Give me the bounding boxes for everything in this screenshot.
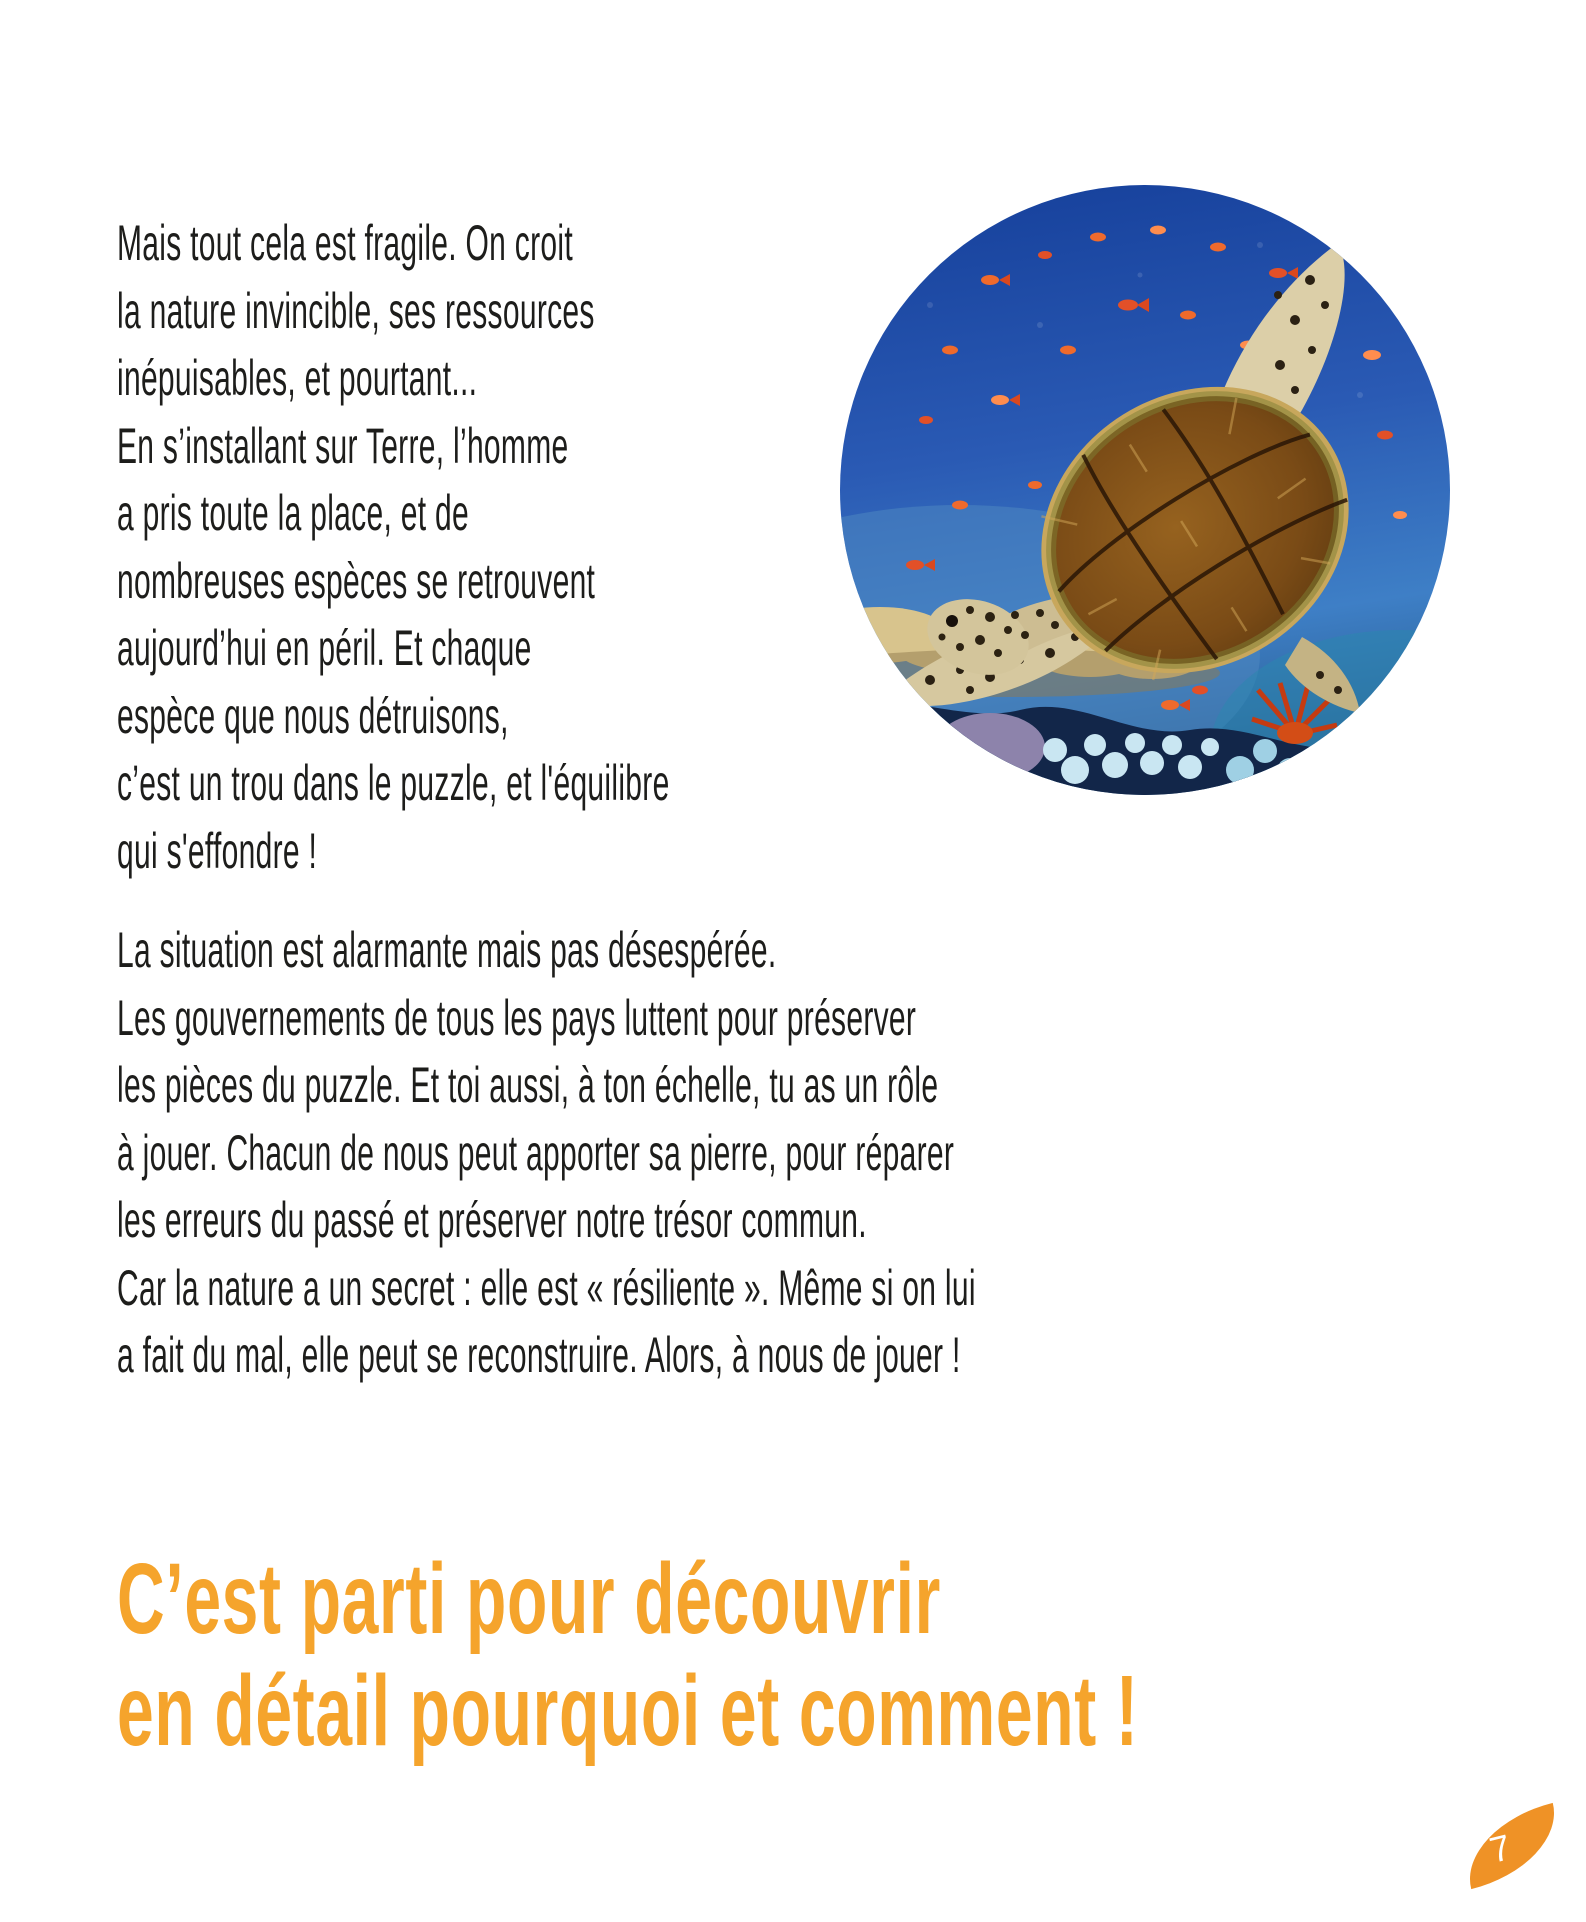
paragraph-line: la nature invincible, ses ressources <box>117 282 595 339</box>
paragraph-line: espèce que nous détruisons, <box>117 687 509 744</box>
paragraph-line: c’est un trou dans le puzzle, et l'équilibre <box>117 755 670 811</box>
paragraph-line: nombreuses espèces se retrouvent <box>117 552 596 609</box>
paragraph-line: Car la nature a un secret : elle est « résiliente ». Même si on lui <box>117 1259 976 1316</box>
paragraph-line: les pièces du puzzle. Et toi aussi, à ton échelle, tu as un rôle <box>117 1057 939 1113</box>
second-paragraph <box>117 917 1497 1390</box>
paragraph-line: aujourd’hui en péril. Et chaque <box>117 620 532 676</box>
page-number-leaf-icon <box>1456 1803 1569 1889</box>
paragraph-line: a fait du mal, elle peut se reconstruire. Alors, à nous de jouer ! <box>117 1327 961 1383</box>
section-heading <box>117 1543 1437 1767</box>
paragraph-line: qui s'effondre ! <box>117 822 318 879</box>
paragraph-line: Mais tout cela est fragile. On croit <box>117 215 573 271</box>
paragraph-line: inépuisables, et pourtant... <box>117 350 478 406</box>
heading-line: C’est parti pour découvrir <box>117 1543 941 1655</box>
turtle-photo <box>840 185 1450 795</box>
heading-line: en détail pourquoi et comment ! <box>117 1655 1139 1767</box>
paragraph-line: En s’installant sur Terre, l’homme <box>117 417 569 474</box>
paragraph-line: à jouer. Chacun de nous peut apporter sa pierre, pour réparer <box>117 1124 955 1181</box>
sea-turtle-coral-reef-illustration <box>840 185 1450 795</box>
paragraph-line: les erreurs du passé et préserver notre trésor commun. <box>117 1192 867 1248</box>
paragraph-line: a pris toute la place, et de <box>117 485 469 541</box>
page-number: 7 <box>1485 1826 1515 1871</box>
paragraph-line: La situation est alarmante mais pas désespérée. <box>117 922 777 978</box>
paragraph-line: Les gouvernements de tous les pays luttent pour préserver <box>117 989 917 1046</box>
